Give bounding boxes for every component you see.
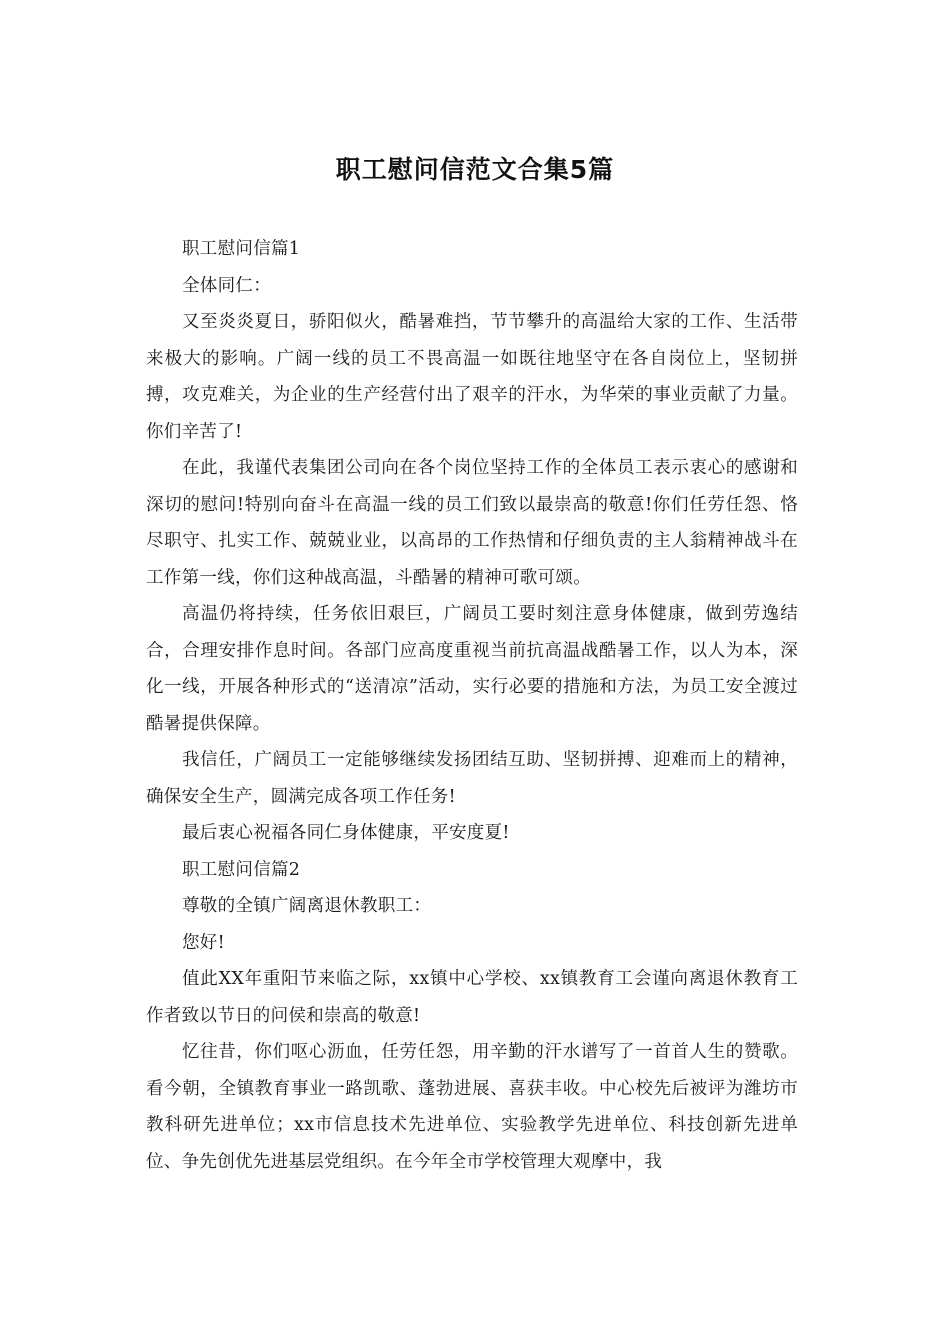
document-body bbox=[146, 231, 798, 1180]
greeting: 您好! bbox=[182, 932, 225, 953]
salutation-2: 尊敬的全镇广阔离退休教职工： bbox=[182, 896, 432, 916]
section-heading-2: 职工慰问信篇2 bbox=[182, 859, 301, 880]
paragraph: 在此，我谨代表集团公司向在各个岗位坚持工作的全体员工表示衷心的感谢和深切的慰问!特别向奋斗在高温一线的员工们致以最崇高的敬意!你们任劳任怨、恪尽职守、扎实工作、兢兢业业，以高昂的工作热情和仔细负责的主人翁精神战斗在工作第一线，你们这种战高温，斗酷暑的精神可歌可颂。 bbox=[146, 458, 798, 588]
salutation-1: 全体同仁： bbox=[182, 275, 271, 296]
section-heading-1: 职工慰问信篇1 bbox=[182, 239, 301, 259]
paragraph: 忆往昔，你们呕心沥血，任劳任怨，用辛勤的汗水谱写了一首首人生的赞歌。看今朝，全镇教育事业一路凯歌、蓬勃进展、喜获丰收。中心校先后被评为潍坊市教科研先进单位；xx市信息技术先进单位、实验教学先进单位、科技创新先进单位、争先创优先进基层党组织。在今年全市学校管理大观摩中，我 bbox=[146, 1042, 798, 1172]
paragraph: 高温仍将持续，任务依旧艰巨，广阔员工要时刻注意身体健康，做到劳逸结合，合理安排作息时间。各部门应高度重视当前抗高温战酷暑工作，以人为本，深化一线，开展各种形式的“送清凉”活动，实行必要的措施和方法，为员工安全渡过酷暑提供保障。 bbox=[146, 604, 798, 734]
paragraph: 值此XX年重阳节来临之际，xx镇中心学校、xx镇教育工会谨向离退休教育工作者致以节日的问侯和崇高的敬意! bbox=[146, 969, 798, 1026]
paragraph: 又至炎炎夏日，骄阳似火，酷暑难挡，节节攀升的高温给大家的工作、生活带来极大的影响。广阔一线的员工不畏高温一如既往地坚守在各自岗位上，坚韧拼搏，攻克难关，为企业的生产经营付出了艰辛的汗水，为华荣的事业贡献了力量。你们辛苦了! bbox=[146, 312, 798, 442]
document-title: 职工慰问信范文合集5篇 bbox=[335, 155, 615, 184]
paragraph: 我信任，广阔员工一定能够继续发扬团结互助、坚韧拼搏、迎难而上的精神，确保安全生产，圆满完成各项工作任务! bbox=[146, 750, 798, 807]
paragraph: 最后衷心祝福各同仁身体健康，平安度夏! bbox=[182, 823, 510, 843]
